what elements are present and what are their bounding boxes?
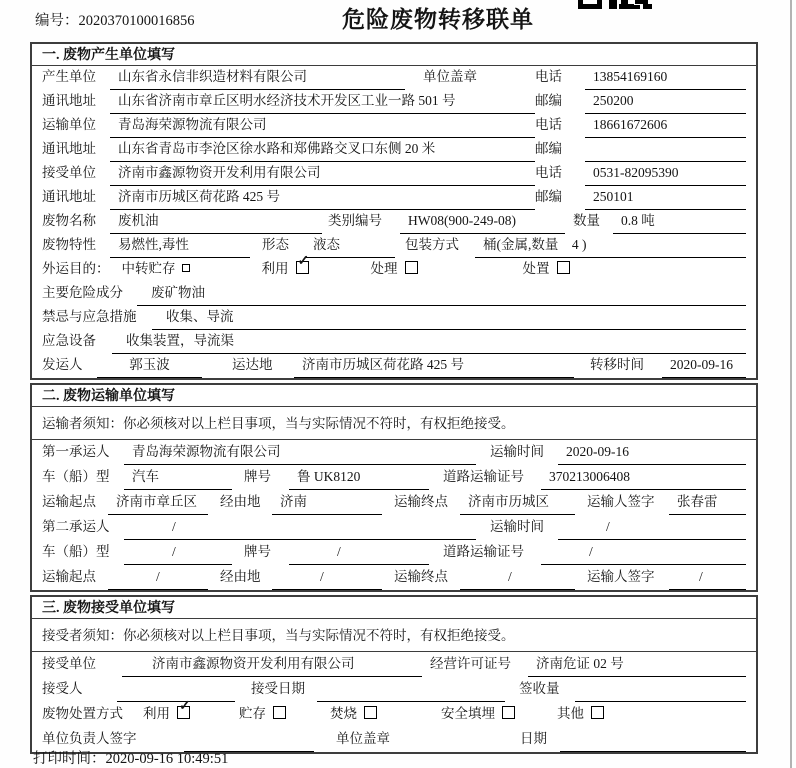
option-label: 安全填埋	[441, 706, 495, 721]
packing-value: 桶(金属,数量 4 )	[475, 234, 746, 258]
form-state-value: 液态	[305, 234, 395, 258]
hazard-component-label: 主要危险成分	[42, 285, 123, 300]
waste-name-label: 废物名称	[42, 213, 96, 228]
carrier-sign-label: 运输人签字	[587, 494, 655, 509]
terminus-label: 运输终点	[394, 494, 448, 509]
waste-trait-value: 易燃性,毒性	[110, 234, 250, 258]
checkbox-icon	[364, 706, 377, 719]
form-row	[32, 210, 756, 234]
road-permit-value: 370213006408	[541, 465, 746, 490]
vehicle-type-label: 车（船）型	[42, 544, 110, 559]
date-label: 日期	[520, 731, 547, 746]
business-permit-value: 济南危证 02 号	[528, 652, 746, 677]
option-label: 利用	[261, 261, 289, 276]
checkbox-icon	[182, 264, 190, 272]
transporter-address-value: 山东省青岛市李沧区徐水路和郑佛路交叉口东侧 20 米	[110, 138, 535, 162]
carrier-sign-label: 运输人签字	[587, 569, 655, 584]
origin-value: 济南市章丘区	[108, 490, 208, 515]
road-permit-label: 道路运输证号	[443, 469, 524, 484]
scan-edge-line	[790, 0, 792, 768]
accept-date-label: 接受日期	[251, 681, 305, 696]
form-row	[32, 66, 756, 90]
section-producer-title: 一. 废物产生单位填写	[32, 44, 756, 66]
category-code-label: 类别编号	[328, 213, 382, 228]
disposal-option-storage	[239, 702, 286, 727]
quantity-label: 数量	[573, 213, 600, 228]
option-label: 贮存	[239, 706, 266, 721]
carrier-sign-value-2: /	[669, 565, 746, 590]
purpose-option-treat	[371, 258, 418, 282]
purpose-label: 外运目的：	[42, 261, 110, 276]
transport-time-label: 运输时间	[490, 519, 544, 534]
print-time: 打印时间：2020-09-16 10:49:51	[33, 751, 229, 767]
checkbox-icon	[502, 706, 515, 719]
destination-value: 济南市历城区荷花路 425 号	[294, 354, 574, 378]
purpose-option-utilize	[262, 258, 309, 282]
hazard-component-value: 废矿物油	[137, 282, 746, 306]
disposal-option-incinerate	[330, 702, 377, 727]
head-sign-label: 单位负责人签字	[42, 731, 137, 746]
quantity-value: 0.8 吨	[613, 210, 746, 234]
road-permit-value-2: /	[541, 540, 746, 565]
via-label: 经由地	[220, 494, 261, 509]
checkbox-icon	[296, 261, 309, 274]
terminus-value: 济南市历城区	[460, 490, 575, 515]
producer-address-value: 山东省济南市章丘区明水经济技术开发区工业一路 501 号	[110, 90, 535, 114]
first-carrier-time-value: 2020-09-16	[558, 440, 746, 465]
form-row	[32, 306, 756, 330]
unit-seal-label: 单位盖章	[423, 69, 477, 84]
transporter-unit-value: 青岛海荣源物流有限公司	[110, 114, 535, 138]
transporter-notice: 运输者须知：你必须核对以上栏目事项，当与实际情况不符时，有权拒绝接受。	[32, 407, 756, 440]
zip-label: 邮编	[535, 141, 562, 156]
section-transporter	[30, 383, 758, 592]
receiver-zip-value: 250101	[585, 186, 746, 210]
receiver-notice: 接受者须知：你必须核对以上栏目事项，当与实际情况不符时，有权拒绝接受。	[32, 619, 756, 652]
purpose-option-dispose	[523, 258, 570, 282]
form-content	[30, 42, 758, 757]
producer-phone-value: 13854169160	[585, 66, 746, 90]
checkbox-icon	[591, 706, 604, 719]
transport-time-label: 运输时间	[490, 444, 544, 459]
section-receiver	[30, 595, 758, 754]
form-row	[32, 652, 756, 677]
address-label: 通讯地址	[42, 141, 96, 156]
waste-trait-label: 废物特性	[42, 237, 96, 252]
shipper-value: 郭玉波	[97, 354, 202, 378]
form-row	[32, 282, 756, 306]
checkbox-icon	[177, 706, 190, 719]
form-row	[32, 114, 756, 138]
date-value	[560, 727, 746, 752]
accept-unit-value: 济南市鑫源物资开发利用有限公司	[122, 652, 422, 677]
packing-label: 包装方式	[405, 237, 459, 252]
receiver-unit-label: 接受单位	[42, 165, 96, 180]
checkbox-icon	[273, 706, 286, 719]
plate-label: 牌号	[244, 544, 271, 559]
plate-value: 鲁 UK8120	[289, 465, 429, 490]
plate-label: 牌号	[244, 469, 271, 484]
accept-unit-label: 接受单位	[42, 656, 96, 671]
option-label: 中转贮存	[121, 261, 176, 276]
via-value-2: /	[272, 565, 382, 590]
form-row	[32, 465, 756, 490]
via-value: 济南	[272, 490, 382, 515]
option-label: 处置	[522, 261, 550, 276]
second-carrier-label: 第二承运人	[42, 519, 110, 534]
taboo-measures-value: 收集、导流	[152, 306, 746, 330]
signed-quantity-label: 签收量	[519, 681, 560, 696]
plate-value-2: /	[289, 540, 429, 565]
phone-label: 电话	[535, 117, 562, 132]
qr-code-fragment-icon	[578, 0, 652, 10]
page-title: 危险废物转移联单	[342, 7, 534, 32]
transporter-zip-value	[585, 138, 746, 162]
form-row	[32, 186, 756, 210]
disposal-option-other	[557, 702, 604, 727]
first-carrier-value: 青岛海荣源物流有限公司	[124, 440, 476, 465]
form-row	[32, 354, 756, 378]
business-permit-label: 经营许可证号	[430, 656, 511, 671]
zip-label: 邮编	[535, 93, 562, 108]
vehicle-type-value-2: /	[124, 540, 232, 565]
form-state-label: 形态	[262, 237, 289, 252]
signed-quantity-value	[575, 677, 746, 702]
option-label: 处理	[370, 261, 398, 276]
second-carrier-value: /	[124, 515, 476, 540]
transfer-time-value: 2020-09-16	[662, 354, 746, 378]
disposal-option-utilize	[143, 702, 190, 727]
origin-label: 运输起点	[42, 494, 96, 509]
producer-unit-label: 产生单位	[42, 69, 96, 84]
waste-name-value: 废机油	[110, 210, 322, 234]
option-label: 其他	[557, 706, 584, 721]
checkbox-icon	[405, 261, 418, 274]
destination-label: 运达地	[232, 357, 273, 372]
disposal-option-landfill	[441, 702, 515, 727]
terminus-value-2: /	[460, 565, 575, 590]
first-carrier-label: 第一承运人	[42, 444, 110, 459]
form-row	[32, 440, 756, 465]
origin-value-2: /	[108, 565, 208, 590]
emergency-equipment-label: 应急设备	[42, 333, 96, 348]
carrier-sign-value: 张春雷	[669, 490, 746, 515]
producer-zip-value: 250200	[585, 90, 746, 114]
transporter-unit-label: 运输单位	[42, 117, 96, 132]
phone-label: 电话	[535, 69, 562, 84]
receiver-address-value: 济南市历城区荷花路 425 号	[110, 186, 535, 210]
accept-date-value	[317, 677, 505, 702]
form-row	[32, 677, 756, 702]
acceptor-label: 接受人	[42, 681, 83, 696]
purpose-option-transfer-storage	[122, 258, 190, 282]
option-label: 焚烧	[330, 706, 357, 721]
receiver-phone-value: 0531-82095390	[585, 162, 746, 186]
form-row	[32, 138, 756, 162]
terminus-label: 运输终点	[394, 569, 448, 584]
origin-label: 运输起点	[42, 569, 96, 584]
section-transporter-title: 二. 废物运输单位填写	[32, 385, 756, 407]
category-code-value: HW08(900-249-08)	[400, 210, 565, 234]
checkbox-icon	[557, 261, 570, 274]
form-row	[32, 162, 756, 186]
section-producer	[30, 42, 758, 380]
producer-unit-value: 山东省永信非织造材料有限公司	[110, 66, 405, 90]
shipper-label: 发运人	[42, 357, 83, 372]
document-number-value: 2020370100016856	[78, 13, 195, 29]
zip-label: 邮编	[535, 189, 562, 204]
document-number-label: 编号：	[35, 13, 79, 29]
address-label: 通讯地址	[42, 189, 96, 204]
form-row	[32, 90, 756, 114]
road-permit-label: 道路运输证号	[443, 544, 524, 559]
form-row	[32, 540, 756, 565]
second-carrier-time-value: /	[558, 515, 746, 540]
disposal-method-row	[32, 702, 756, 727]
option-label: 利用	[143, 706, 170, 721]
outbound-purpose-row	[32, 258, 756, 282]
phone-label: 电话	[535, 165, 562, 180]
acceptor-value	[117, 677, 235, 702]
receiver-unit-value: 济南市鑫源物资开发利用有限公司	[110, 162, 535, 186]
form-row	[32, 234, 756, 258]
form-row	[32, 515, 756, 540]
address-label: 通讯地址	[42, 93, 96, 108]
form-row	[32, 565, 756, 590]
transporter-phone-value: 18661672606	[585, 114, 746, 138]
unit-seal-label: 单位盖章	[336, 731, 390, 746]
via-label: 经由地	[220, 569, 261, 584]
vehicle-type-value: 汽车	[124, 465, 232, 490]
form-row	[32, 490, 756, 515]
section-receiver-title: 三. 废物接受单位填写	[32, 597, 756, 619]
emergency-equipment-value: 收集装置，导流渠	[112, 330, 746, 354]
vehicle-type-label: 车（船）型	[42, 469, 110, 484]
transfer-time-label: 转移时间	[590, 357, 644, 372]
disposal-method-label: 废物处置方式	[42, 706, 123, 721]
taboo-measures-label: 禁忌与应急措施	[42, 309, 137, 324]
form-row	[32, 330, 756, 354]
